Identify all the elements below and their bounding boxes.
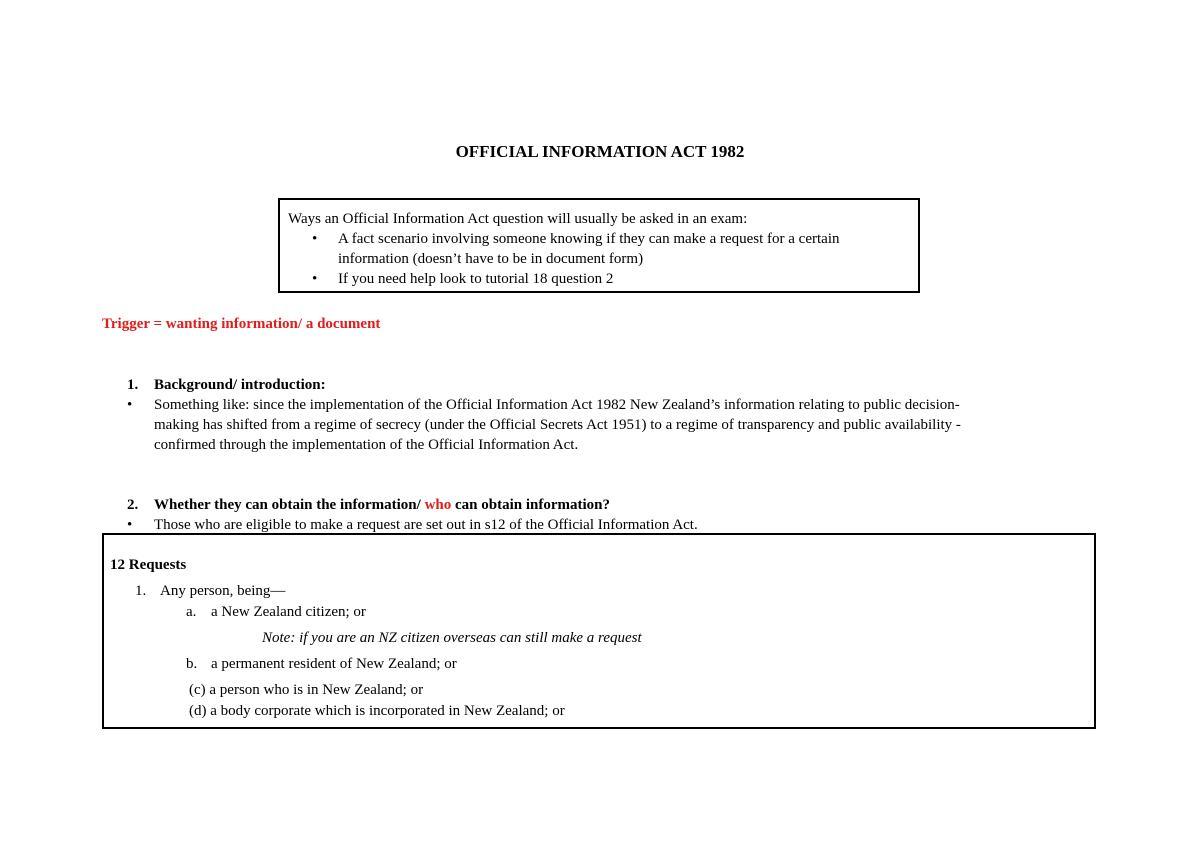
bullet-icon: • bbox=[127, 517, 133, 533]
statute-sub-item: (c) a person who is in New Zealand; or bbox=[189, 682, 424, 698]
section-bullet bbox=[127, 515, 1087, 535]
section-title-highlight: who bbox=[424, 497, 452, 513]
statute-box bbox=[102, 533, 1096, 729]
exam-tips-heading: Ways an Official Information Act question will usually be asked in an exam: bbox=[288, 211, 748, 227]
exam-tip-item bbox=[288, 229, 910, 269]
bullet-line: confirmed through the implementation of the Official Information Act. bbox=[154, 437, 579, 453]
section-bullet bbox=[127, 395, 1087, 455]
exam-tips-box bbox=[278, 198, 920, 293]
section-heading bbox=[127, 495, 1087, 515]
bullet-line: Those who are eligible to make a request are set out in s12 of the Official Information Act. bbox=[154, 517, 698, 533]
section-title: Background/ introduction: bbox=[154, 377, 326, 393]
section-heading bbox=[127, 375, 1087, 395]
section-number: 1. bbox=[127, 377, 139, 393]
section-number: 2. bbox=[127, 497, 139, 513]
exam-tip-text-cont: information (doesn’t have to be in document form) bbox=[338, 251, 644, 267]
statute-item-number: 1. bbox=[135, 583, 147, 599]
exam-tip-text: A fact scenario involving someone knowing if they can make a request for a certain bbox=[338, 231, 840, 247]
statute-note: Note: if you are an NZ citizen overseas can still make a request bbox=[262, 630, 642, 646]
statute-heading: 12 Requests bbox=[110, 557, 187, 573]
statute-sub-text: a New Zealand citizen; or bbox=[211, 604, 366, 620]
exam-tip-text: If you need help look to tutorial 18 question 2 bbox=[338, 271, 614, 287]
bullet-icon: • bbox=[127, 397, 133, 413]
statute-sub-text: a permanent resident of New Zealand; or bbox=[211, 656, 457, 672]
statute-item-text: Any person, being— bbox=[160, 583, 286, 599]
trigger-heading: Trigger = wanting information/ a document bbox=[102, 316, 381, 332]
statute-sub-item: (d) a body corporate which is incorporated in New Zealand; or bbox=[189, 703, 565, 719]
bullet-line: making has shifted from a regime of secrecy (under the Official Secrets Act 1951) to a regime of transparency and public availability - bbox=[154, 417, 961, 433]
bullet-icon: • bbox=[312, 231, 318, 247]
statute-sub-label: a. bbox=[186, 604, 197, 620]
section-title-part: Whether they can obtain the information/ bbox=[154, 497, 425, 513]
exam-tip-item bbox=[288, 269, 910, 289]
bullet-line: Something like: since the implementation of the Official Information Act 1982 New Zealand’s information relating to public decision- bbox=[154, 397, 960, 413]
document-title: OFFICIAL INFORMATION ACT 1982 bbox=[455, 142, 745, 161]
bullet-icon: • bbox=[312, 271, 318, 287]
section-title-part: can obtain information? bbox=[451, 497, 611, 513]
section-background bbox=[127, 375, 1087, 455]
statute-sub-label: b. bbox=[186, 656, 198, 672]
section-eligibility bbox=[127, 495, 1087, 535]
